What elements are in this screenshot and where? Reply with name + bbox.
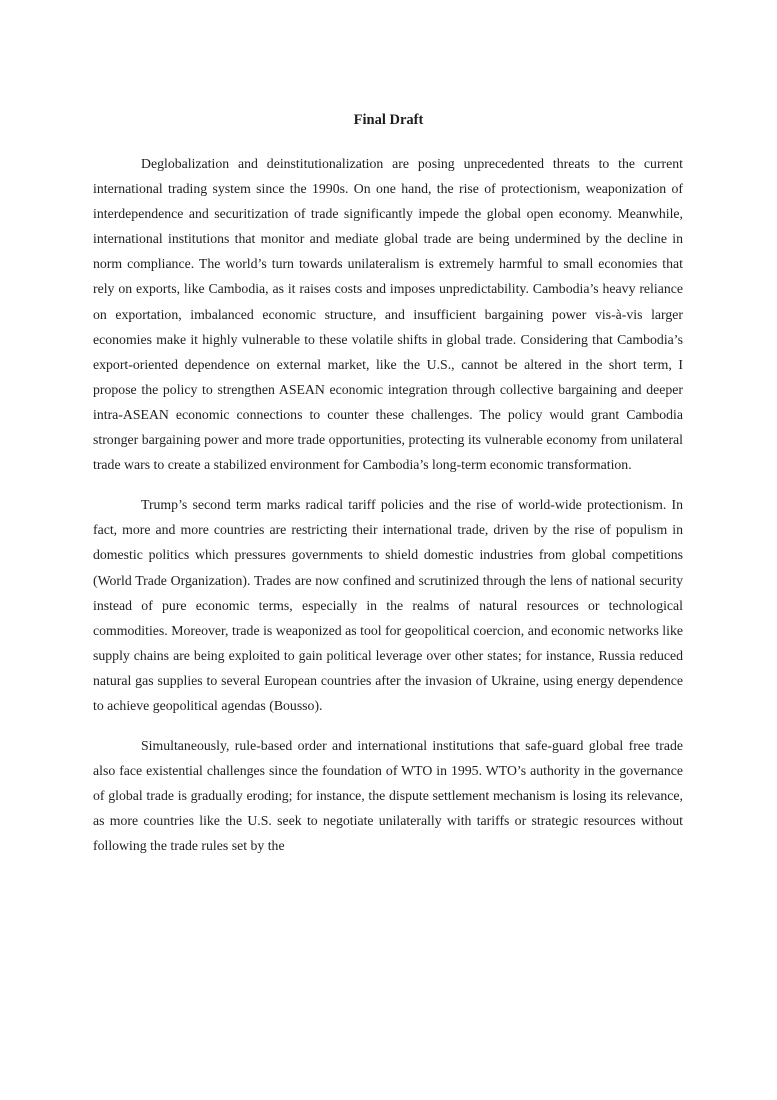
- paragraph-2: Trump’s second term marks radical tariff policies and the rise of world-wide protectionism. In fact, more and more countries are restricting their international trade, driven by the rise of populism in domestic politics which pressures governments to shield domestic industries from global competitions (World Trade Organization). Trades are now confined and scrutinized through the lens of national security instead of pure economic terms, especially in the realms of natural resources or technological commodities. Moreover, trade is weaponized as tool for geopolitical coercion, and economic networks like supply chains are being exploited to gain political leverage over other states; for instance, Russia reduced natural gas supplies to several European countries after the invasion of Ukraine, using energy dependence to achieve geopolitical agendas (Bousso).: [93, 497, 683, 713]
- document-body: [93, 151, 683, 874]
- paragraph-1: Deglobalization and deinstitutionalization are posing unprecedented threats to the current international trading system since the 1990s. On one hand, the rise of protectionism, weaponization of interdependence and securitization of trade significantly impede the global open economy. Meanwhile, international institutions that monitor and mediate global trade are being undermined by the decline in norm compliance. The world’s turn towards unilateralism is extremely harmful to small economies that rely on exports, like Cambodia, as it raises costs and imposes unpredictability. Cambodia’s heavy reliance on exportation, imbalanced economic structure, and insufficient bargaining power vis-à-vis larger economies make it highly vulnerable to these volatile shifts in global trade. Considering that Cambodia’s export-oriented dependence on external market, like the U.S., cannot be altered in the short term, I propose the policy to strengthen ASEAN economic integration through collective bargaining and deeper intra-ASEAN economic connections to counter these challenges. The policy would grant Cambodia stronger bargaining power and more trade opportunities, protecting its vulnerable economy from unilateral trade wars to create a stabilized environment for Cambodia’s long-term economic transformation.: [93, 156, 683, 473]
- paragraph-3: Simultaneously, rule-based order and international institutions that safe-guard global free trade also face existential challenges since the foundation of WTO in 1995. WTO’s authority in the governance of global trade is gradually eroding; for instance, the dispute settlement mechanism is losing its relevance, as more countries like the U.S. seek to negotiate unilaterally with tariffs or strategic resources without following the trade rules set by the: [93, 738, 683, 854]
- document-title: Final Draft: [353, 112, 424, 128]
